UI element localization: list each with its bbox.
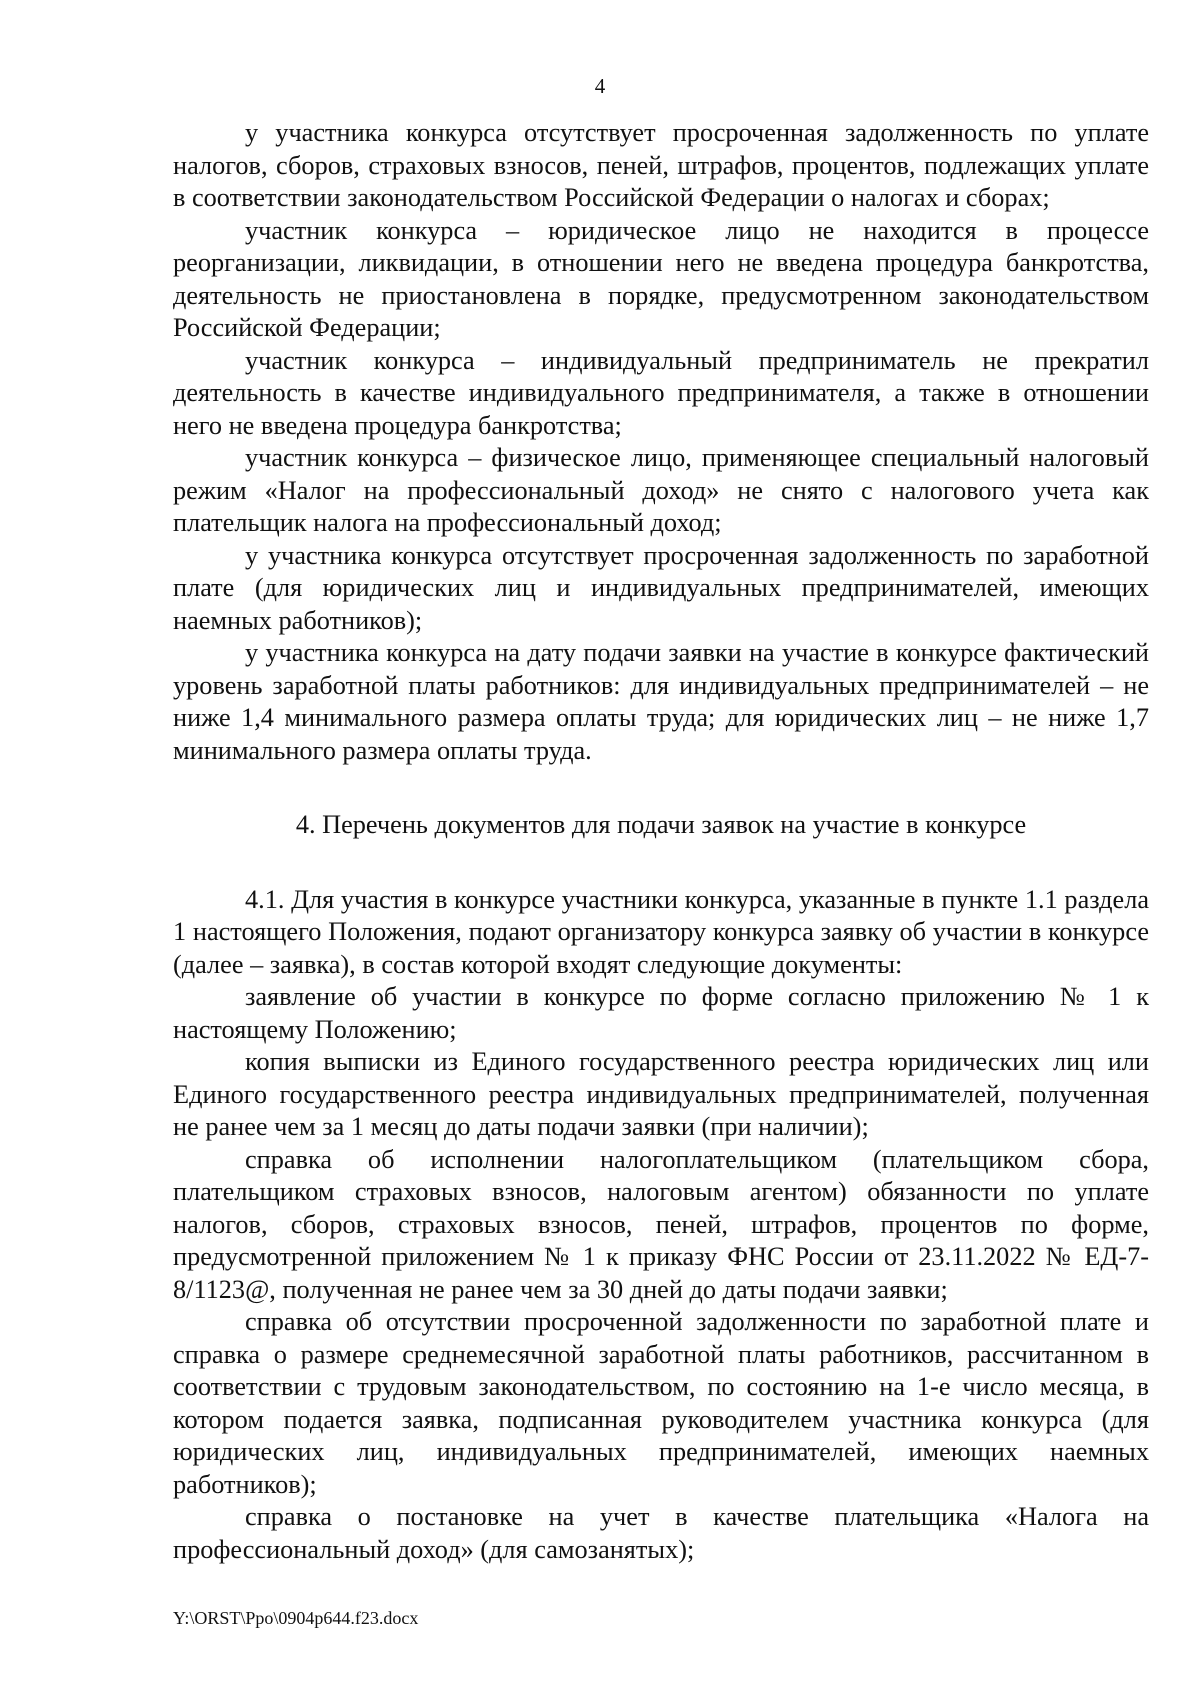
footer-file-path: Y:\ORST\Ppo\0904p644.f23.docx	[173, 1608, 419, 1628]
paragraph-registry-extract: копия выписки из Единого государственного реестра юридических лиц или Единого государственного реестра индивидуальных предпринимателей, полученная не ранее чем за 1 месяц до даты подачи заявки (при наличии);	[173, 1047, 1149, 1141]
page-number: 4	[594, 74, 606, 98]
paragraph-legal-entity-status: участник конкурса – юридическое лицо не находится в процессе реорганизации, ликвидации, в отношении него не введена процедура банкротства, деятельность не приостановлена в порядке, предусмотренном законодательством Российской Федерации;	[173, 215, 1149, 342]
paragraph-no-wage-debt: у участника конкурса отсутствует просроченная задолженность по заработной плате (для юридических лиц и индивидуальных предпринимателей, имеющих наемных работников);	[173, 540, 1149, 635]
paragraph-tax-certificate: справка об исполнении налогоплательщиком (плательщиком сбора, плательщиком страховых взносов, налоговым агентом) обязанности по уплате налогов, сборов, страховых взносов, пеней, штрафов, процентов по форме, предусмотренной приложением № 1 к приказу ФНС России от 23.11.2022 № ЕД-7-8/1123@, полученная не ранее чем за 30 дней до даты подачи заявки;	[173, 1144, 1149, 1304]
paragraph-wage-level: у участника конкурса на дату подачи заявки на участие в конкурсе фактический уровень заработной платы работников: для индивидуальных предпринимателей – не ниже 1,4 минимального размера оплаты труда; для юридических лиц – не ниже 1,7 минимального размера оплаты труда.	[173, 638, 1149, 765]
paragraph-self-employed-status: участник конкурса – физическое лицо, применяющее специальный налоговый режим «Налог на профессиональный доход» не снято с налогового учета как плательщик налога на профессиональный доход;	[173, 443, 1149, 537]
paragraph-no-tax-debt: у участника конкурса отсутствует просроченная задолженность по уплате налогов, сборов, страховых взносов, пеней, штрафов, процентов, подлежащих уплате в соответствии законодательством Российской Федерации о налогах и сборах;	[173, 118, 1149, 212]
paragraph-self-employed-certificate: справка о постановке на учет в качестве плательщика «Налога на профессиональный доход» (для самозанятых);	[173, 1502, 1149, 1564]
document-body	[173, 117, 1149, 1566]
paragraph-entrepreneur-status: участник конкурса – индивидуальный предприниматель не прекратил деятельность в качестве индивидуального предпринимателя, а также в отношении него не введена процедура банкротства;	[173, 345, 1149, 440]
paragraph-wage-certificate: справка об отсутствии просроченной задолженности по заработной плате и справка о размере среднемесячной заработной платы работников, рассчитанном в соответствии с трудовым законодательством, по состоянию на 1-е число месяца, в котором подается заявка, подписанная руководителем участника конкурса (для юридических лиц, индивидуальных предпринимателей, имеющих наемных работников);	[173, 1307, 1149, 1499]
paragraph-application-form: заявление об участии в конкурсе по форме согласно приложению № 1 к настоящему Положению;	[173, 982, 1149, 1044]
paragraph-clause-4-1: 4.1. Для участия в конкурсе участники конкурса, указанные в пункте 1.1 раздела 1 настоящего Положения, подают организатору конкурса заявку об участии в конкурсе (далее – заявка), в состав которой входят следующие документы:	[173, 884, 1149, 979]
section-heading: 4. Перечень документов для подачи заявок на участие в конкурсе	[295, 810, 1027, 839]
